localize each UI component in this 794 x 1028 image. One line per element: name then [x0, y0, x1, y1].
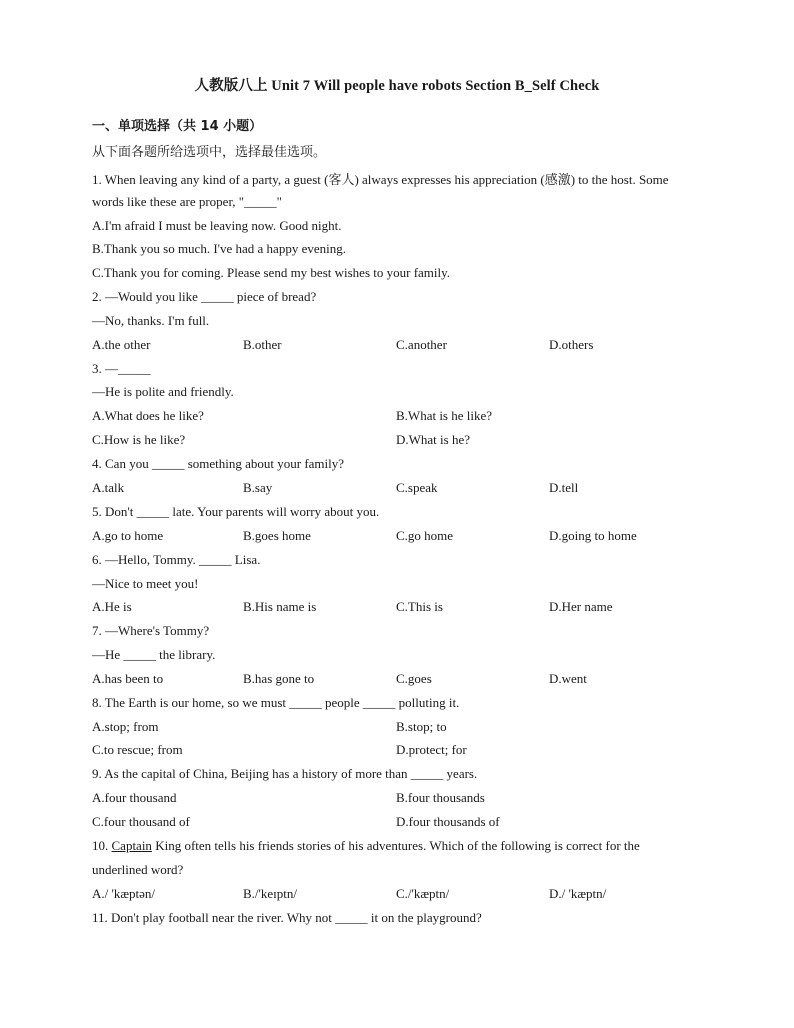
question-1-option-b: B.Thank you so much. I've had a happy evening.	[92, 241, 346, 256]
question-7-text: 7. —Where's Tommy?	[92, 623, 210, 638]
question-6-option-b: B.His name is	[243, 599, 317, 614]
question-8-option-b: B.stop; to	[396, 719, 447, 734]
question-7-option-a: A.has been to	[92, 671, 164, 686]
question-8-option-a: A.stop; from	[92, 719, 159, 734]
question-8-option-d: D.protect; for	[396, 742, 467, 757]
question-4-option-c: C.speak	[396, 480, 438, 495]
question-4-option-a: A.talk	[92, 480, 125, 495]
question-6-option-c: C.This is	[396, 599, 443, 614]
question-10-option-a: A./ 'kæptən/	[92, 886, 156, 901]
question-9-option-a: A.four thousand	[92, 790, 177, 805]
question-7-option-c: C.goes	[396, 671, 432, 686]
question-3-text: 3. —_____	[92, 361, 151, 376]
question-3-option-d: D.What is he?	[396, 432, 471, 447]
question-5-option-c: C.go home	[396, 528, 454, 543]
question-3-option-a: A.What does he like?	[92, 408, 204, 423]
question-10-rest: King often tells his friends stories of his adventures. Which of the following is correct for the	[151, 838, 640, 853]
question-8-text: 8. The Earth is our home, so we must _____ people _____ polluting it.	[92, 695, 460, 710]
question-4-text: 4. Can you _____ something about your family?	[92, 456, 345, 471]
question-6-option-d: D.Her name	[549, 599, 613, 614]
question-9-text: 9. As the capital of China, Beijing has a history of more than _____ years.	[92, 766, 478, 781]
question-10-option-b: B./'keɪptn/	[243, 886, 297, 901]
question-11-text: 11. Don't play football near the river. Why not _____ it on the playground?	[92, 910, 482, 925]
question-10-text	[92, 838, 640, 854]
question-1-text: 1. When leaving any kind of a party, a guest (客人) always expresses his appreciation (感激) to the host. Some	[92, 172, 669, 187]
question-3-option-b: B.What is he like?	[396, 408, 493, 423]
question-9-option-b: B.four thousands	[396, 790, 485, 805]
underlined-word: Captain	[111, 838, 152, 853]
question-1-option-c: C.Thank you for coming. Please send my best wishes to your family.	[92, 265, 451, 280]
question-5-option-a: A.go to home	[92, 528, 164, 543]
question-10-option-c: C./'kæptn/	[396, 886, 450, 901]
question-5-text: 5. Don't _____ late. Your parents will worry about you.	[92, 504, 380, 519]
question-2-text: 2. —Would you like _____ piece of bread?	[92, 289, 317, 304]
question-10-text-cont: underlined word?	[92, 862, 184, 877]
question-6-option-a: A.He is	[92, 599, 132, 614]
question-2-option-d: D.others	[549, 337, 594, 352]
question-3-option-c: C.How is he like?	[92, 432, 186, 447]
instruction-text: 从下面各题所给选项中，选择最佳选项。	[92, 145, 327, 160]
question-10-option-d: D./ 'kæptn/	[549, 886, 607, 901]
question-1-text-cont: words like these are proper, "_____"	[92, 194, 282, 209]
question-7-option-b: B.has gone to	[243, 671, 315, 686]
question-1-option-a: A.I'm afraid I must be leaving now. Good night.	[92, 218, 342, 233]
question-6-text-cont: —Nice to meet you!	[92, 576, 199, 591]
question-9-option-d: D.four thousands of	[396, 814, 500, 829]
question-8-option-c: C.to rescue; from	[92, 742, 183, 757]
question-2-option-a: A.the other	[92, 337, 151, 352]
question-6-text: 6. —Hello, Tommy. _____ Lisa.	[92, 552, 261, 567]
question-2-option-c: C.another	[396, 337, 447, 352]
question-2-text-cont: —No, thanks. I'm full.	[92, 313, 210, 328]
question-2-option-b: B.other	[243, 337, 282, 352]
question-5-option-b: B.goes home	[243, 528, 311, 543]
question-9-option-c: C.four thousand of	[92, 814, 190, 829]
question-7-text-cont: —He _____ the library.	[92, 647, 216, 662]
question-3-text-cont: —He is polite and friendly.	[92, 384, 234, 399]
page-title: 人教版八上 Unit 7 Will people have robots Section B_Self Check	[194, 78, 600, 94]
section-heading: 一、单项选择（共 14 小题）	[92, 119, 263, 134]
question-5-option-d: D.going to home	[549, 528, 637, 543]
question-4-option-d: D.tell	[549, 480, 579, 495]
question-7-option-d: D.went	[549, 671, 587, 686]
question-4-option-b: B.say	[243, 480, 273, 495]
question-10-number: 10.	[92, 838, 112, 853]
